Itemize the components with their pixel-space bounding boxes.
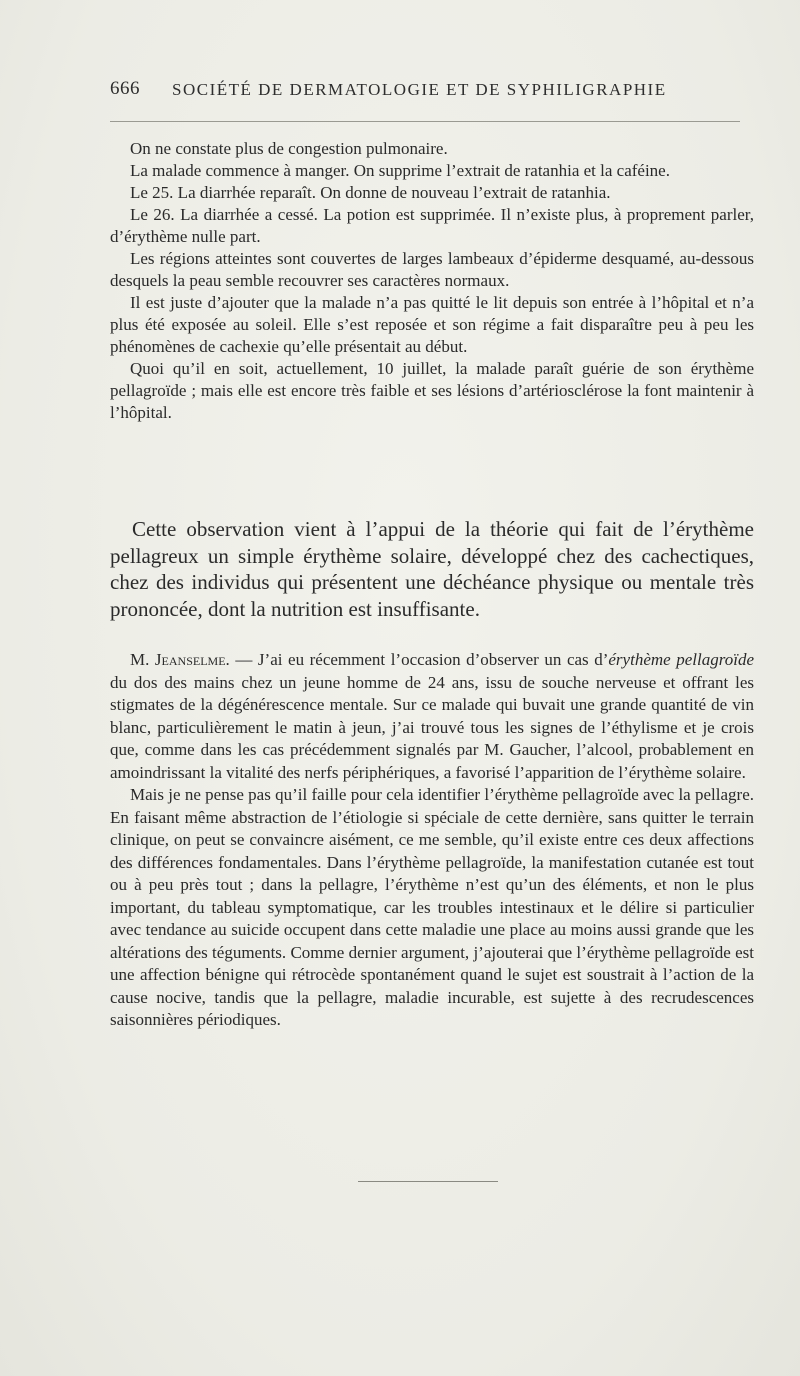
paragraph: Quoi qu’il en soit, actuellement, 10 juillet, la malade paraît guérie de son érythème pellagroïde ; mais elle est encore très faible et ses lésions d’artériosclérose la font maintenir à l’hôpital. bbox=[110, 359, 754, 422]
paragraph: La malade commence à manger. On supprime l’extrait de ratanhia et la caféine. bbox=[130, 161, 670, 180]
paragraph: Les régions atteintes sont couvertes de larges lambeaux d’épiderme desquamé, au-dessous desquels la peau semble recouvrer ses caractères normaux. bbox=[110, 249, 754, 290]
paragraph: Le 25. La diarrhée reparaît. On donne de nouveau l’extrait de ratanhia. bbox=[130, 183, 611, 202]
paragraph: Le 26. La diarrhée a cessé. La potion est supprimée. Il n’existe plus, à proprement parler, d’érythème nulle part. bbox=[110, 205, 754, 246]
paragraph: On ne constate plus de congestion pulmonaire. bbox=[130, 139, 448, 158]
end-rule bbox=[358, 1181, 498, 1182]
discussion-intro: — J’ai eu récemment l’occasion d’observer un cas d’ bbox=[229, 650, 609, 669]
conclusion-text bbox=[110, 516, 754, 622]
page-number: 666 bbox=[110, 78, 140, 99]
running-title: SOCIÉTÉ DE DERMATOLOGIE ET DE SYPHILIGRAPHIE bbox=[172, 80, 667, 99]
discussion-paragraph: Mais je ne pense pas qu’il faille pour cela identifier l’érythème pellagroïde avec la pellagre. En faisant même abstraction de l’étiologie si spéciale de cette dernière, sans quitter le terrain clinique, on peut se convaincre aisément, ce me semble, qu’il existe entre ces deux affections des différences fondamentales. Dans l’érythème pellagroïde, la manifestation cutanée est tout ou à peu près tout ; dans la pellagre, l’érythème n’est qu’un des éléments, et non le plus important, du tableau symptomatique, car les troubles intestinaux et le délire si particulier avec tendance au suicide occupent dans cette maladie une place au moins aussi grande que les altérations des téguments. Comme dernier argument, j’ajouterai que l’érythème pellagroïde est une affection bénigne qui rétrocède spontanément quand le sujet est soustrait à l’action de la cause nocive, tandis que la pellagre, maladie incurable, est sujette à des recrudescences saisonnières périodiques. bbox=[110, 785, 754, 1029]
paragraph: Il est juste d’ajouter que la malade n’a pas quitté le lit depuis son entrée à l’hôpital et n’a plus été exposée au soleil. Elle s’est reposée et son régime a fait disparaître peu à peu les phénomènes de cachexie qu’elle présentait au début. bbox=[110, 293, 754, 356]
conclusion-paragraph: Cette observation vient à l’appui de la théorie qui fait de l’érythème pellagreux un simple érythème solaire, développé chez des cachectiques, chez des individus qui présentent une déchéance physique ou mentale très prononcée, dont la nutrition est insuffisante. bbox=[110, 517, 754, 621]
discussion-text bbox=[110, 649, 754, 1032]
discussion-paragraph bbox=[110, 649, 754, 784]
header-rule bbox=[110, 121, 740, 122]
speaker-name: M. Jeanselme. bbox=[130, 650, 230, 669]
discussion-term: érythème pellagroïde bbox=[608, 650, 754, 669]
discussion-intro-rest: du dos des mains chez un jeune homme de 24 ans, issu de souche nerveuse et offrant les stigmates de la dégénérescence mentale. Sur ce malade qui buvait une grande quantité de vin blanc, particulièrement le matin à jeun, j’ai trouvé tous les signes de l’éthylisme et je crois que, comme dans les cas précédemment signalés par M. Gaucher, l’alcool, probablement en amoindrissant la vitalité des nerfs périphériques, a favorisé l’apparition de l’érythème solaire. bbox=[110, 672, 754, 782]
page-header bbox=[110, 78, 750, 106]
observation-text bbox=[110, 138, 754, 424]
